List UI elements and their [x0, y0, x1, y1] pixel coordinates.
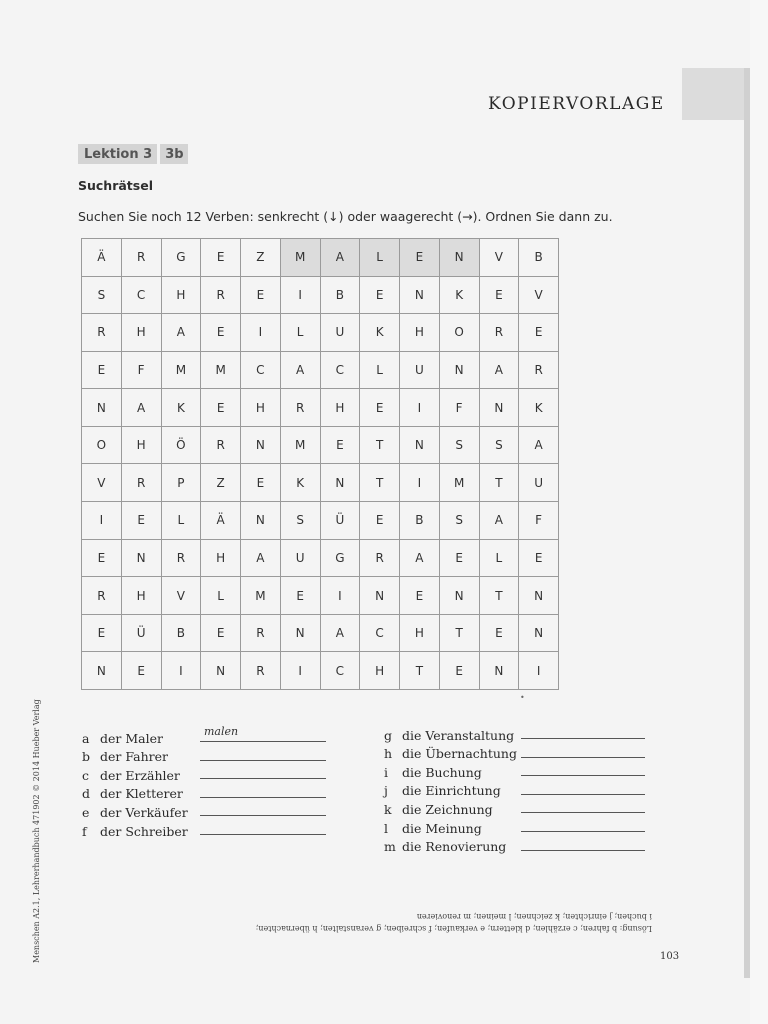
grid-cell[interactable]: E: [201, 389, 241, 427]
grid-cell[interactable]: K: [440, 277, 480, 315]
grid-cell[interactable]: H: [122, 427, 162, 465]
grid-cell[interactable]: Z: [241, 239, 281, 277]
grid-cell[interactable]: M: [281, 239, 321, 277]
grid-cell[interactable]: Ö: [162, 427, 202, 465]
grid-cell[interactable]: T: [480, 464, 520, 502]
grid-cell[interactable]: H: [122, 577, 162, 615]
grid-cell[interactable]: E: [400, 577, 440, 615]
grid-cell[interactable]: R: [281, 389, 321, 427]
grid-cell[interactable]: F: [122, 352, 162, 390]
grid-cell[interactable]: A: [162, 314, 202, 352]
grid-cell[interactable]: M: [201, 352, 241, 390]
item-letter: i: [384, 764, 388, 780]
grid-cell[interactable]: N: [281, 615, 321, 653]
grid-cell[interactable]: Ü: [321, 502, 361, 540]
grid-cell[interactable]: N: [440, 352, 480, 390]
grid-cell[interactable]: O: [82, 427, 122, 465]
grid-cell[interactable]: M: [440, 464, 480, 502]
answer-line[interactable]: [200, 746, 326, 761]
item-letter: e: [82, 804, 90, 820]
grid-cell[interactable]: N: [122, 540, 162, 578]
grid-cell[interactable]: E: [122, 652, 162, 690]
grid-cell[interactable]: H: [201, 540, 241, 578]
grid-cell[interactable]: K: [519, 389, 559, 427]
item-letter: a: [82, 730, 90, 746]
grid-cell[interactable]: H: [241, 389, 281, 427]
grid-cell[interactable]: A: [480, 502, 520, 540]
grid-cell[interactable]: H: [360, 652, 400, 690]
grid-cell[interactable]: S: [281, 502, 321, 540]
grid-cell[interactable]: E: [480, 277, 520, 315]
grid-cell[interactable]: E: [360, 277, 400, 315]
grid-cell[interactable]: U: [400, 352, 440, 390]
grid-cell[interactable]: I: [281, 652, 321, 690]
grid-cell[interactable]: A: [480, 352, 520, 390]
item-noun: die Renovierung: [402, 839, 507, 855]
grid-cell[interactable]: R: [122, 239, 162, 277]
grid-cell[interactable]: T: [440, 615, 480, 653]
exercise-item: [82, 820, 188, 839]
item-letter: l: [384, 820, 388, 836]
answer-line[interactable]: [521, 836, 645, 851]
solution-line-2: i buchen; j einrichten; k zeichnen; l meinen; m renovieren: [416, 912, 652, 921]
grid-cell[interactable]: R: [480, 314, 520, 352]
grid-cell[interactable]: C: [360, 615, 400, 653]
item-letter: c: [82, 767, 90, 783]
grid-cell[interactable]: B: [519, 239, 559, 277]
grid-cell[interactable]: U: [519, 464, 559, 502]
grid-cell[interactable]: I: [400, 389, 440, 427]
grid-cell[interactable]: H: [321, 389, 361, 427]
exercise-item: [82, 764, 188, 783]
item-noun: der Fahrer: [100, 749, 169, 765]
item-letter: k: [384, 801, 392, 817]
grid-cell[interactable]: A: [321, 615, 361, 653]
grid-cell[interactable]: L: [480, 540, 520, 578]
grid-cell[interactable]: E: [519, 314, 559, 352]
grid-cell[interactable]: V: [519, 277, 559, 315]
grid-cell[interactable]: E: [201, 239, 241, 277]
grid-cell[interactable]: B: [321, 277, 361, 315]
grid-cell[interactable]: L: [162, 502, 202, 540]
grid-cell[interactable]: Ü: [122, 615, 162, 653]
grid-cell[interactable]: L: [360, 239, 400, 277]
exercise-instructions: Suchen Sie noch 12 Verben: senkrecht (↓) oder waagerecht (→). Ordnen Sie dann zu.: [78, 209, 613, 224]
grid-cell[interactable]: V: [82, 464, 122, 502]
grid-cell[interactable]: E: [321, 427, 361, 465]
grid-cell[interactable]: A: [281, 352, 321, 390]
answer-line[interactable]: [521, 798, 645, 813]
grid-cell[interactable]: I: [321, 577, 361, 615]
lesson-part: 3b: [165, 146, 184, 162]
grid-cell[interactable]: O: [440, 314, 480, 352]
item-noun: die Meinung: [402, 820, 482, 836]
grid-cell[interactable]: E: [241, 464, 281, 502]
grid-cell[interactable]: E: [201, 314, 241, 352]
grid-cell[interactable]: Ä: [201, 502, 241, 540]
grid-cell[interactable]: E: [440, 540, 480, 578]
grid-cell[interactable]: H: [122, 314, 162, 352]
item-noun: die Einrichtung: [402, 783, 501, 799]
grid-cell[interactable]: R: [360, 540, 400, 578]
grid-cell[interactable]: N: [519, 577, 559, 615]
exercise-title: Suchrätsel: [78, 178, 153, 193]
item-letter: h: [384, 746, 393, 762]
grid-cell[interactable]: E: [82, 615, 122, 653]
grid-cell[interactable]: E: [480, 615, 520, 653]
grid-cell[interactable]: N: [241, 502, 281, 540]
answer-line[interactable]: [521, 817, 645, 832]
grid-cell[interactable]: E: [82, 540, 122, 578]
grid-cell[interactable]: R: [201, 427, 241, 465]
grid-cell[interactable]: S: [440, 502, 480, 540]
grid-cell[interactable]: C: [321, 352, 361, 390]
grid-cell[interactable]: G: [321, 540, 361, 578]
grid-cell[interactable]: Z: [201, 464, 241, 502]
item-noun: der Erzähler: [100, 767, 180, 783]
grid-cell[interactable]: E: [281, 577, 321, 615]
answer-list-right: [384, 724, 517, 854]
grid-cell[interactable]: C: [321, 652, 361, 690]
word-search-grid: [81, 238, 559, 690]
solution-line-1: Lösung: b fahren; c erzählen; d klettern; e verkaufen; f schreiben; g veranstalten; h übernachten;: [255, 924, 652, 933]
exercise-item: [384, 761, 517, 780]
stray-dot: •: [520, 693, 525, 702]
grid-cell[interactable]: T: [480, 577, 520, 615]
exercise-item: [384, 743, 517, 762]
page-title: KOPIERVORLAGE: [488, 94, 665, 114]
item-noun: der Maler: [100, 730, 163, 746]
grid-cell[interactable]: A: [122, 389, 162, 427]
grid-cell[interactable]: I: [241, 314, 281, 352]
grid-cell[interactable]: T: [400, 652, 440, 690]
item-letter: d: [82, 786, 91, 802]
grid-cell[interactable]: H: [400, 615, 440, 653]
grid-cell[interactable]: E: [241, 277, 281, 315]
item-letter: b: [82, 749, 91, 765]
grid-cell[interactable]: L: [281, 314, 321, 352]
grid-cell[interactable]: K: [162, 389, 202, 427]
grid-cell[interactable]: L: [360, 352, 400, 390]
grid-cell[interactable]: N: [480, 652, 520, 690]
grid-cell[interactable]: C: [122, 277, 162, 315]
grid-cell[interactable]: I: [82, 502, 122, 540]
grid-cell[interactable]: N: [82, 652, 122, 690]
item-noun: der Verkäufer: [100, 804, 188, 820]
exercise-item: [384, 836, 517, 855]
grid-cell[interactable]: E: [122, 502, 162, 540]
grid-cell[interactable]: E: [82, 352, 122, 390]
grid-cell[interactable]: N: [201, 652, 241, 690]
item-noun: die Zeichnung: [402, 801, 493, 817]
grid-cell[interactable]: N: [241, 427, 281, 465]
grid-cell[interactable]: K: [281, 464, 321, 502]
grid-cell[interactable]: N: [400, 427, 440, 465]
grid-cell[interactable]: T: [360, 464, 400, 502]
item-letter: m: [384, 839, 396, 855]
exercise-item: [384, 780, 517, 799]
grid-cell[interactable]: U: [321, 314, 361, 352]
grid-cell[interactable]: I: [281, 277, 321, 315]
grid-cell[interactable]: V: [162, 577, 202, 615]
exercise-item: [384, 724, 517, 743]
grid-cell[interactable]: T: [360, 427, 400, 465]
copyright-side-text: Menschen A2.1, Lehrerhandbuch 471902 © 2014 Hueber Verlag: [32, 699, 41, 963]
grid-cell[interactable]: N: [360, 577, 400, 615]
answer-line[interactable]: [521, 780, 645, 795]
answer-line[interactable]: [200, 801, 326, 816]
grid-cell[interactable]: E: [400, 239, 440, 277]
answer-line[interactable]: [521, 761, 645, 776]
grid-cell[interactable]: E: [519, 540, 559, 578]
page-number: 103: [660, 951, 680, 962]
grid-cell[interactable]: R: [82, 314, 122, 352]
grid-cell[interactable]: E: [201, 615, 241, 653]
answer-list-left: [82, 725, 239, 839]
answer-line[interactable]: [521, 724, 645, 739]
grid-cell[interactable]: U: [281, 540, 321, 578]
grid-cell[interactable]: A: [519, 427, 559, 465]
grid-cell[interactable]: M: [162, 352, 202, 390]
grid-cell[interactable]: R: [241, 652, 281, 690]
grid-cell[interactable]: R: [519, 352, 559, 390]
grid-cell[interactable]: R: [162, 540, 202, 578]
item-noun: die Veranstaltung: [402, 727, 515, 743]
grid-cell[interactable]: H: [400, 314, 440, 352]
grid-cell[interactable]: L: [201, 577, 241, 615]
grid-cell[interactable]: I: [400, 464, 440, 502]
lesson-badge: [78, 144, 188, 164]
answer-line[interactable]: [200, 820, 326, 835]
grid-cell[interactable]: N: [400, 277, 440, 315]
answer-line[interactable]: [200, 783, 326, 798]
grid-cell[interactable]: V: [480, 239, 520, 277]
grid-cell[interactable]: B: [162, 615, 202, 653]
item-noun: die Buchung: [402, 764, 482, 780]
grid-cell[interactable]: A: [241, 540, 281, 578]
item-noun: der Schreiber: [100, 823, 188, 839]
grid-cell[interactable]: R: [122, 464, 162, 502]
grid-cell[interactable]: F: [519, 502, 559, 540]
grid-cell[interactable]: N: [440, 577, 480, 615]
grid-cell[interactable]: H: [162, 277, 202, 315]
exercise-item: [384, 798, 517, 817]
grid-cell[interactable]: M: [241, 577, 281, 615]
grid-cell[interactable]: R: [241, 615, 281, 653]
answer-line[interactable]: [521, 743, 645, 758]
grid-cell[interactable]: R: [201, 277, 241, 315]
grid-cell[interactable]: I: [519, 652, 559, 690]
grid-cell[interactable]: E: [440, 652, 480, 690]
grid-cell[interactable]: S: [440, 427, 480, 465]
lesson-label: Lektion 3: [84, 146, 153, 162]
grid-cell[interactable]: N: [82, 389, 122, 427]
grid-cell[interactable]: P: [162, 464, 202, 502]
grid-cell[interactable]: M: [281, 427, 321, 465]
item-letter: g: [384, 727, 393, 743]
grid-cell[interactable]: R: [82, 577, 122, 615]
grid-cell[interactable]: K: [360, 314, 400, 352]
grid-cell[interactable]: F: [440, 389, 480, 427]
solution-upside-down: [255, 910, 652, 934]
grid-cell[interactable]: E: [360, 502, 400, 540]
lesson-divider: [157, 144, 160, 164]
grid-cell[interactable]: B: [400, 502, 440, 540]
item-noun: der Kletterer: [100, 786, 183, 802]
page-margin: [750, 0, 768, 1024]
grid-cell[interactable]: N: [480, 389, 520, 427]
item-letter: f: [82, 823, 87, 839]
grid-cell[interactable]: C: [241, 352, 281, 390]
exercise-item: [82, 725, 239, 746]
grid-cell[interactable]: N: [321, 464, 361, 502]
grid-cell[interactable]: Ä: [82, 239, 122, 277]
grid-cell[interactable]: E: [360, 389, 400, 427]
header-tab: [682, 68, 744, 120]
exercise-item: [384, 817, 517, 836]
answer-line[interactable]: [200, 764, 326, 779]
grid-cell[interactable]: G: [162, 239, 202, 277]
grid-cell[interactable]: A: [321, 239, 361, 277]
item-noun: die Übernachtung: [402, 746, 517, 762]
grid-cell[interactable]: I: [162, 652, 202, 690]
handwritten-answer: malen: [204, 725, 239, 738]
exercise-item: [82, 746, 188, 765]
grid-cell[interactable]: S: [82, 277, 122, 315]
grid-cell[interactable]: S: [480, 427, 520, 465]
grid-cell[interactable]: A: [400, 540, 440, 578]
exercise-item: [82, 801, 188, 820]
grid-cell[interactable]: N: [440, 239, 480, 277]
grid-cell[interactable]: N: [519, 615, 559, 653]
exercise-item: [82, 783, 188, 802]
item-letter: j: [384, 783, 388, 799]
